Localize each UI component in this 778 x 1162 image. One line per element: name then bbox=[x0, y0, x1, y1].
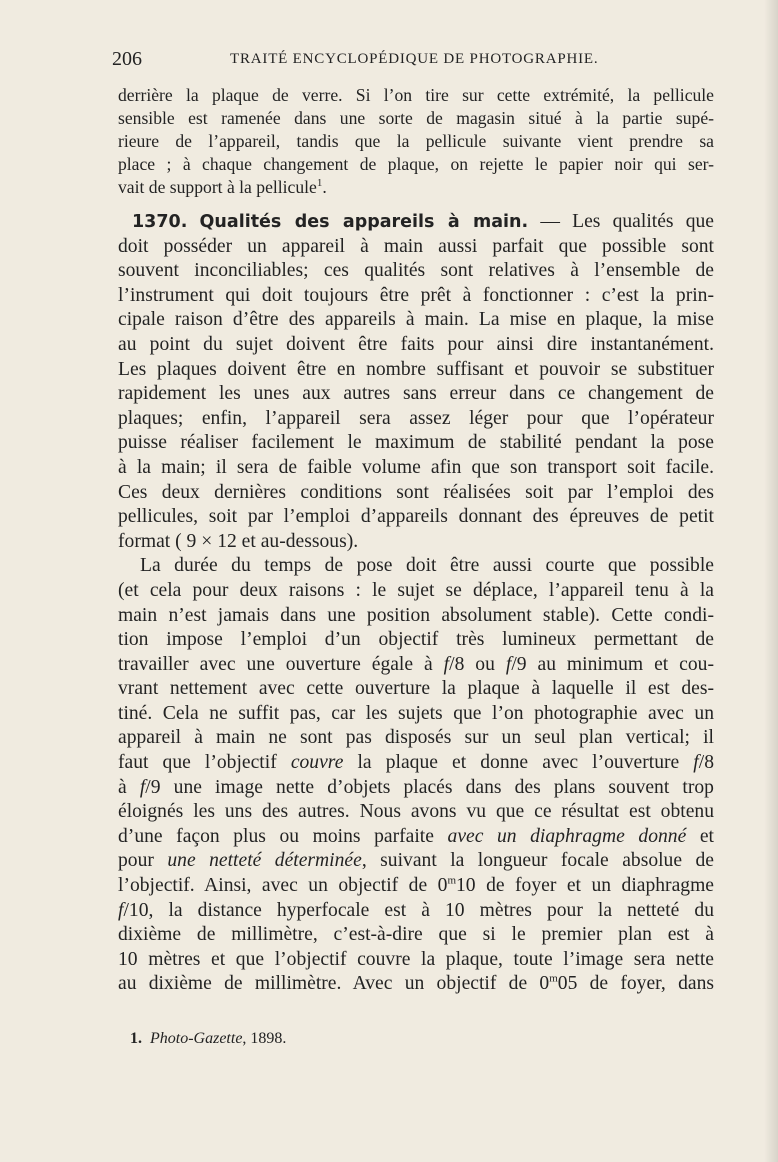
text-line: rapidement les unes aux autres sans erreur dans ce changement de bbox=[118, 383, 714, 405]
running-title: TRAITÉ ENCYCLOPÉDIQUE DE PHOTOGRAPHIE. bbox=[230, 51, 599, 67]
text-line: place ; à chaque changement de plaque, on rejette le papier noir qui ser- bbox=[118, 154, 714, 174]
text-line: La durée du temps de pose doit être aussi courte que possible bbox=[140, 555, 714, 577]
text-line: vait de support à la pellicule$^1$. bbox=[118, 177, 327, 197]
italic-text: f bbox=[139, 776, 146, 798]
line-text: — Les qualités que bbox=[540, 211, 714, 232]
superscript: m bbox=[549, 972, 558, 985]
text-line bbox=[118, 751, 714, 776]
page-edge-shadow bbox=[764, 0, 778, 1162]
text-line: l’instrument qui doit toujours être prêt à fonctionner : c’est la prin- bbox=[118, 284, 714, 306]
italic-text: une netteté déterminée bbox=[167, 850, 362, 872]
text-line: sensible est ramenée dans une sorte de magasin situé à la partie supé- bbox=[118, 108, 714, 128]
line-text: 05 de foyer, dans bbox=[557, 973, 714, 995]
footnote-reference: 1 bbox=[316, 177, 323, 190]
italic-text: couvre bbox=[290, 752, 344, 774]
text-line: puisse réaliser facilement le maximum de stabilité pendant la pose bbox=[118, 432, 714, 454]
section-number: 1370. bbox=[132, 212, 188, 232]
text-line: main n’est jamais dans une position absolument stable). Cette condi- bbox=[118, 604, 714, 626]
section-heading-line bbox=[118, 210, 714, 235]
text-line: 10 mètres et que l’objectif couvre la plaque, toute l’image sera nette bbox=[118, 948, 714, 970]
line-text: travailler avec une ouverture égale à bbox=[118, 653, 444, 675]
text-line: dixième de millimètre, c’est-à-dire que si le premier plan est à bbox=[118, 924, 714, 946]
line-text: et bbox=[686, 825, 714, 847]
italic-text: f bbox=[693, 752, 699, 774]
line-text: pour bbox=[118, 850, 168, 872]
text-line bbox=[118, 653, 714, 678]
text-line bbox=[118, 874, 714, 899]
text-line: doit posséder un appareil à main aussi parfait que possible sont bbox=[118, 235, 714, 257]
line-text: /8 bbox=[698, 752, 714, 774]
text-line: appareil à main ne sont pas disposés sur un seul plan vertical; il bbox=[118, 727, 714, 749]
line-text: /9 au minimum et cou- bbox=[511, 653, 714, 675]
line-text: 10 de foyer et un diaphragme bbox=[456, 875, 715, 897]
text-line bbox=[118, 825, 714, 850]
superscript: m bbox=[447, 874, 456, 887]
line-text: d’une façon plus ou moins parfaite bbox=[118, 825, 448, 847]
text-line: éloignés les uns des autres. Nous avons vu que ce résultat est obtenu bbox=[118, 801, 714, 823]
line-text: à bbox=[118, 776, 140, 798]
italic-text: avec un diaphragme donné bbox=[447, 825, 687, 847]
line-text: /10, la distance hyperfocale est à 10 mètres pour la netteté du bbox=[123, 899, 714, 921]
text-line: tion impose l’emploi d’un objectif très lumineux permettant de bbox=[118, 629, 714, 651]
text-line: tiné. Cela ne suffit pas, car les sujets que l’on photographie avec un bbox=[118, 702, 714, 724]
section-1370 bbox=[118, 210, 714, 997]
text-line: format ( 9 × 12 et au-dessous). bbox=[118, 530, 359, 552]
text-line bbox=[118, 849, 714, 874]
footnote-year: , 1898. bbox=[242, 1030, 287, 1047]
text-line: plaques; enfin, l’appareil sera assez léger pour que l’opérateur bbox=[118, 407, 714, 429]
text-line bbox=[118, 972, 714, 997]
line-text: vait de support à la pellicule bbox=[118, 177, 317, 197]
line-text: /8 ou bbox=[449, 653, 506, 675]
page-number: 206 bbox=[112, 48, 142, 70]
line-text: l’objectif. Ainsi, avec un objectif de 0 bbox=[118, 875, 448, 897]
text-line: Ces deux dernières conditions sont réalisées soit par l’emploi des bbox=[118, 481, 714, 503]
text-line: rieure de l’appareil, tandis que la pellicule suivante vient prendre sa bbox=[118, 131, 714, 151]
footnote-source: Photo-Gazette bbox=[150, 1030, 243, 1047]
italic-text: f bbox=[118, 899, 124, 921]
text-line bbox=[118, 899, 714, 924]
line-text: , suivant la longueur focale absolue de bbox=[361, 850, 714, 872]
text-line: vrant nettement avec cette ouverture la plaque à laquelle il est des- bbox=[118, 678, 714, 700]
text-line: derrière la plaque de verre. Si l’on tire sur cette extrémité, la pellicule bbox=[118, 85, 714, 105]
footnote bbox=[130, 1030, 286, 1048]
section-title: Qualités des appareils à main. bbox=[199, 212, 529, 232]
text-line: Les plaques doivent être en nombre suffisant et pouvoir se substituer bbox=[118, 358, 714, 380]
italic-text: f bbox=[443, 653, 450, 675]
text-line bbox=[118, 776, 714, 801]
text-line: souvent inconciliables; ces qualités sont relatives à l’ensemble de bbox=[118, 260, 714, 282]
text-line: au point du sujet doivent être faits pour ainsi dire instantanément. bbox=[118, 333, 714, 355]
text-line: (et cela pour deux raisons : le sujet se déplace, l’appareil tenu à la bbox=[118, 579, 714, 601]
text-line: cipale raison d’être des appareils à main. La mise en plaque, la mise bbox=[118, 309, 714, 331]
text-line: à la main; il sera de faible volume afin que son transport soit facile. bbox=[118, 456, 714, 478]
page-header bbox=[112, 48, 712, 74]
line-text: la plaque et donne avec l’ouverture bbox=[343, 752, 694, 774]
italic-text: f bbox=[505, 653, 512, 675]
line-text: /9 une image nette d’objets placés dans des plans souvent trop bbox=[145, 776, 714, 798]
footnote-marker: 1. bbox=[130, 1030, 142, 1047]
line-text: au dixième de millimètre. Avec un objectif de 0 bbox=[118, 973, 550, 995]
continuation-paragraph bbox=[118, 84, 714, 199]
text-line: pellicules, soit par l’emploi d’appareils donnant des épreuves de petit bbox=[118, 506, 714, 528]
line-text: faut que l’objectif bbox=[118, 752, 291, 774]
